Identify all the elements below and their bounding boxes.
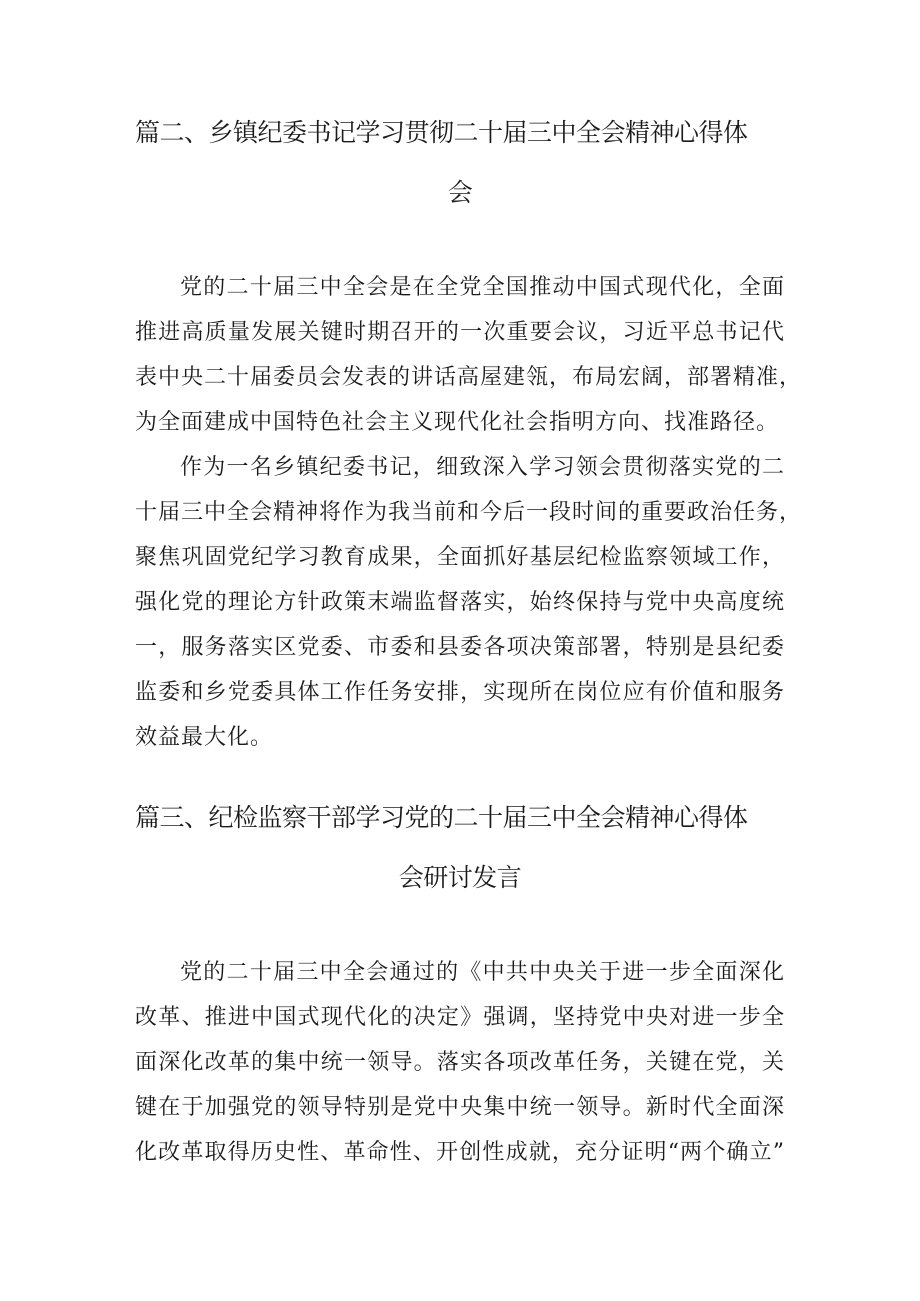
section-heading: 篇二、乡镇纪委书记学习贯彻二十届三中全会精神心得体	[135, 118, 748, 147]
paragraph-line: 强化党的理论方针政策末端监督落实，始终保持与党中央高度统	[135, 590, 785, 615]
section-heading-continuation: 会	[447, 178, 473, 207]
section-heading-continuation: 会研讨发言	[398, 863, 522, 892]
paragraph-line: 监委和乡党委具体工作任务安排，实现所在岗位应有价值和服务	[135, 680, 785, 705]
section-heading: 篇三、纪检监察干部学习党的二十届三中全会精神心得体	[135, 803, 748, 832]
paragraph-line: 化改革取得历史性、革命性、开创性成就，充分证明“两个确立”	[135, 1140, 785, 1165]
paragraph-line: 推进高质量发展关键时期召开的一次重要会议，习近平总书记代	[135, 320, 785, 345]
paragraph-line: 键在于加强党的领导特别是党中央集中统一领导。新时代全面深	[135, 1095, 785, 1120]
paragraph-line: 党的二十届三中全会是在全党全国推动中国式现代化，全面	[180, 275, 785, 300]
paragraph-line: 十届三中全会精神将作为我当前和今后一段时间的重要政治任务，	[135, 500, 803, 525]
paragraph-line: 作为一名乡镇纪委书记，细致深入学习领会贯彻落实党的二	[180, 455, 785, 480]
paragraph-line: 面深化改革的集中统一领导。落实各项改革任务，关键在党，关	[135, 1050, 785, 1075]
paragraph-line: 一，服务落实区党委、市委和县委各项决策部署，特别是县纪委	[135, 635, 785, 660]
paragraph-line: 聚焦巩固党纪学习教育成果，全面抓好基层纪检监察领域工作，	[135, 545, 785, 570]
paragraph-line: 改革、推进中国式现代化的决定》强调，坚持党中央对进一步全	[135, 1005, 785, 1030]
paragraph-line: 效益最大化。	[135, 725, 274, 750]
paragraph-line: 为全面建成中国特色社会主义现代化社会指明方向、找准路径。	[135, 410, 780, 435]
paragraph-line: 表中央二十届委员会发表的讲话高屋建瓴，布局宏阔，部署精准，	[135, 365, 803, 390]
paragraph-line: 党的二十届三中全会通过的《中共中央关于进一步全面深化	[180, 960, 785, 985]
